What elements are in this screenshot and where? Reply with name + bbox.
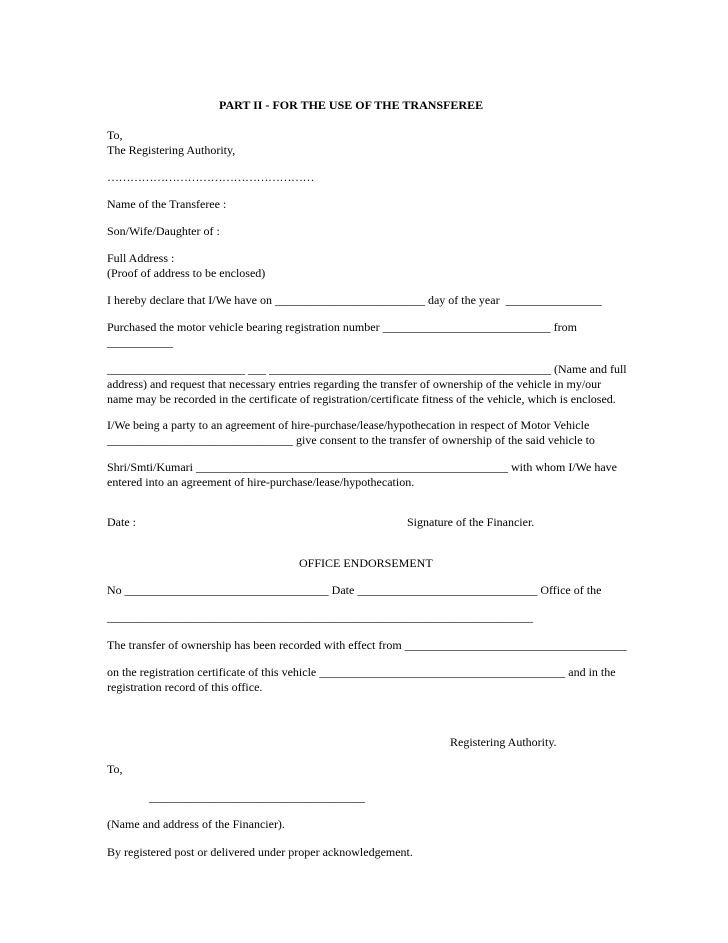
name-recorded-line: name may be recorded in the certificate of registration/certificate fitness of the vehicle, which is enclosed. (107, 392, 616, 406)
entered-agreement-line: entered into an agreement of hire-purchase/lease/hypothecation. (107, 475, 415, 489)
to-label-2: To, (107, 762, 123, 776)
date-label: Date : (107, 515, 136, 529)
office-endorsement-heading: OFFICE ENDORSEMENT (299, 556, 433, 570)
proof-of-address-note: (Proof of address to be enclosed) (107, 266, 266, 280)
declaration-line: I hereby declare that I/We have on _________________________ day of the year ________________ (107, 293, 602, 307)
document-title: PART II - FOR THE USE OF THE TRANSFEREE (219, 98, 484, 112)
registering-authority-address: The Registering Authority, (107, 143, 236, 157)
son-wife-daughter-label: Son/Wife/Daughter of : (107, 224, 220, 238)
name-of-transferee-label: Name of the Transferee : (107, 197, 227, 211)
hire-purchase-party-line: I/We being a party to an agreement of hire-purchase/lease/hypothecation in respect of Motor Vehicle (107, 418, 590, 432)
financier-blank-line: ____________________________________ (149, 790, 365, 804)
registering-authority-signature: Registering Authority. (450, 735, 557, 749)
registered-post-note: By registered post or delivered under proper acknowledgement. (107, 845, 413, 859)
dotted-line: ……………………………………………… (107, 170, 314, 184)
financier-name-address-note: (Name and address of the Financier). (107, 817, 285, 831)
consent-line: _______________________________ give consent to the transfer of ownership of the said vehicle to (107, 433, 595, 447)
registration-record-line: registration record of this office. (107, 680, 263, 694)
full-address-label: Full Address : (107, 251, 175, 265)
address-request-line: address) and request that necessary entries regarding the transfer of ownership of the vehicle in my/our (107, 377, 602, 391)
registration-certificate-line: on the registration certificate of this vehicle _________________________________________ and in the (107, 665, 616, 679)
to-label: To, (107, 128, 123, 142)
purchased-vehicle-line: Purchased the motor vehicle bearing registration number ____________________________ from (107, 320, 577, 334)
no-date-office-line: No __________________________________ Date ______________________________ Office of the (107, 583, 602, 597)
purchased-vehicle-continuation: ___________ (107, 335, 173, 349)
transfer-recorded-line: The transfer of ownership has been recorded with effect from _____________________________________ (107, 638, 627, 652)
office-blank-line: _______________________________________________________________________ (107, 610, 533, 624)
name-full-line: _______________________ ___ _______________________________________________ (Name and full (107, 362, 627, 376)
signature-of-financier: Signature of the Financier. (407, 515, 535, 529)
shri-smti-kumari-line: Shri/Smti/Kumari ____________________________________________________ with whom I/We have (107, 460, 618, 474)
